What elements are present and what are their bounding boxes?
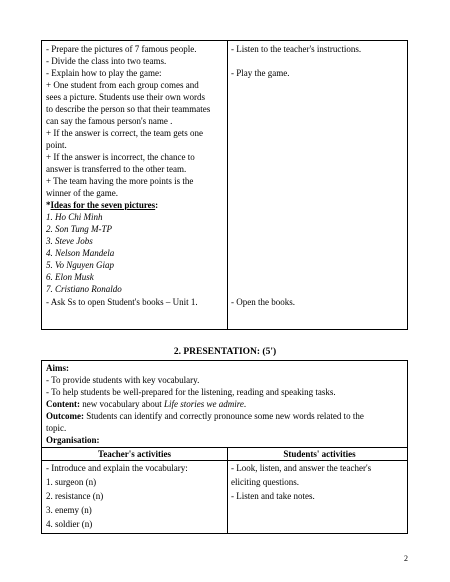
instruction-line: to describe the person so that their teammates [46, 104, 211, 114]
page-number: 2 [404, 554, 408, 563]
instruction-line: + If the answer is correct, the team gets one [46, 128, 204, 138]
student-activity-line: - Play the game. [231, 68, 290, 78]
ideas-heading: *Ideas for the seven pictures: [46, 200, 159, 210]
student-activity-line: eliciting questions. [231, 477, 299, 487]
teacher-activity-line: - Introduce and explain the vocabulary: [46, 463, 188, 473]
instruction-line: + The team having the more points is the [46, 176, 194, 186]
column-divider [227, 41, 228, 329]
idea-item: 2. Son Tung M-TP [46, 224, 113, 234]
instruction-line: sees a picture. Students use their own words [46, 92, 205, 102]
vocab-item: 3. enemy (n) [46, 505, 92, 515]
instruction-line: + If the answer is incorrect, the chance to [46, 152, 195, 162]
section-title: 2. PRESENTATION: (5') [173, 347, 277, 357]
teacher-header: Teacher's activities [98, 449, 171, 459]
aim-line: - To help students be well-prepared for the listening, reading and speaking tasks. [46, 387, 336, 397]
presentation-table [41, 360, 408, 534]
instruction-line: - Prepare the pictures of 7 famous people. [46, 44, 197, 54]
instruction-line: winner of the game. [46, 188, 118, 198]
student-activity-line: - Open the books. [231, 297, 295, 307]
student-activity-line: - Listen to the teacher's instructions. [231, 44, 362, 54]
instruction-line: - Ask Ss to open Student's books – Unit 1. [46, 297, 198, 307]
idea-item: 6. Elon Musk [46, 272, 94, 282]
idea-item: 7. Cristiano Ronaldo [46, 284, 122, 294]
aim-line: - To provide students with key vocabulary. [46, 375, 200, 385]
vocab-item: 4. soldier (n) [46, 519, 93, 529]
vocab-item: 2. resistance (n) [46, 491, 104, 501]
aims-label: Aims: [46, 363, 69, 373]
student-header: Students' activities [283, 449, 356, 459]
idea-item: 4. Nelson Mandela [46, 248, 115, 258]
warmup-table [41, 40, 408, 330]
student-activity-line: - Listen and take notes. [231, 491, 315, 501]
instruction-line: can say the famous person's name . [46, 116, 173, 126]
idea-item: 5. Vo Nguyen Giap [46, 260, 114, 270]
outcome-line: topic. [46, 423, 67, 433]
instruction-line: answer is transferred to the other team. [46, 164, 187, 174]
instruction-line: point. [46, 140, 67, 150]
idea-item: 1. Ho Chi Minh [46, 212, 103, 222]
organisation-label: Organisation: [46, 435, 100, 445]
row-divider [42, 460, 407, 461]
idea-item: 3. Steve Jobs [46, 236, 93, 246]
student-activity-line: - Look, listen, and answer the teacher's [231, 463, 372, 473]
outcome-line: Outcome: Students can identify and correctly pronounce some new words related to the [46, 411, 364, 421]
instruction-line: + One student from each group comes and [46, 80, 199, 90]
instruction-line: - Explain how to play the game: [46, 68, 162, 78]
instruction-line: - Divide the class into two teams. [46, 56, 167, 66]
content-line: Content: new vocabulary about Life stories we admire. [46, 399, 247, 409]
vocab-item: 1. surgeon (n) [46, 477, 97, 487]
